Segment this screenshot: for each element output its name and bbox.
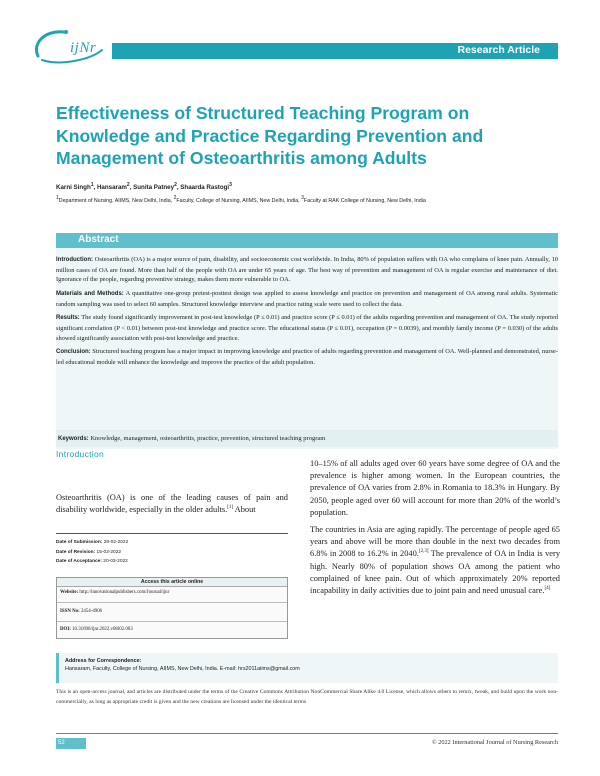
date-label: Date of Submission: bbox=[56, 540, 103, 545]
date-label: Date of Revision: bbox=[56, 549, 96, 555]
body-paragraph: 10–15% of all adults aged over 60 years have some degree of OA and the prevalence is higher among women. In the European countries, the prevalence of OA varies from 2.8% in Romania to 18.3% in Hungary. By 2050, people aged over 60 will account for more than 20% of the world’s population. bbox=[310, 459, 560, 517]
abstract-text: The study found significantly improvement in post-test knowledge (P ≤ 0.01) and practice score (P ≤ 0.01) of the adults regarding prevention and management of OA. The study reported significant correlation (P < 0.01) between post-test knowledge and practice score. The educational status (P ≤ 0.01), occupation (P = 0.0039), and monthly family income (P = 0.030) of the adults showed significantly association with post-test knowledge and practice. bbox=[56, 314, 558, 342]
date-value: 15-03-2022 bbox=[95, 549, 122, 555]
abstract-conclusion bbox=[56, 347, 558, 367]
affiliation-num: 1 bbox=[56, 195, 59, 202]
author-list: Karni Singh$^1$, Hansaram$^2$, Sunita Patney$^2$, Shaarda Rastogi$^3$ bbox=[56, 181, 232, 191]
copyright: © 2022 International Journal of Nursing Research bbox=[431, 739, 558, 746]
access-label: DOI: bbox=[60, 627, 71, 632]
body-text: The countries in Asia are aging rapidly. The percentage of people aged 65 years and above will be more than double in the next two decades from 6.8% in 2008 to 16.2% in 2040. bbox=[310, 525, 560, 559]
abstract-section-label: Conclusion: bbox=[56, 349, 91, 356]
author-name: Shaarda Rastogi bbox=[180, 184, 230, 191]
date-submission bbox=[56, 538, 288, 548]
citation-ref[interactable]: [1] bbox=[227, 505, 234, 511]
doi-link[interactable]: 10.31690/ijnr.2022.v08i02.003 bbox=[70, 627, 133, 632]
abstract-methods bbox=[56, 289, 558, 309]
author-aff: 2 bbox=[174, 181, 177, 188]
body-text: About bbox=[233, 505, 256, 515]
article-title: Effectiveness of Structured Teaching Program on Knowledge and Practice Regarding Prevention and Management of Osteoarthritis among Adults bbox=[56, 103, 484, 168]
citation-ref[interactable]: [4] bbox=[544, 586, 551, 592]
affiliation: Department of Nursing, AIIMS, New Delhi, India, bbox=[58, 198, 174, 204]
body-paragraph bbox=[310, 524, 560, 597]
author-aff: 3 bbox=[229, 181, 232, 188]
page-number: 52 bbox=[56, 738, 86, 749]
introduction-right-column bbox=[310, 458, 560, 602]
author-name: Karni Singh bbox=[56, 184, 91, 191]
abstract-section-label: Materials and Methods: bbox=[56, 290, 124, 297]
article-dates bbox=[56, 533, 288, 567]
date-value: 20-03-2022 bbox=[101, 559, 128, 565]
date-value: 28-02-2022 bbox=[102, 540, 129, 545]
author-name: Sunita Patney bbox=[133, 184, 175, 191]
abstract-heading-bar bbox=[56, 233, 558, 248]
abstract-body bbox=[56, 255, 558, 372]
author-aff: 2 bbox=[126, 181, 130, 188]
abstract-section-label: Results: bbox=[56, 315, 80, 322]
abstract-heading: Abstract bbox=[78, 234, 119, 245]
date-revision bbox=[56, 548, 288, 558]
access-label: Website: bbox=[60, 590, 79, 595]
divider bbox=[57, 621, 287, 622]
affiliation: Faculty, College of Nursing, AIIMS, New Delhi, India, bbox=[176, 198, 302, 204]
access-online-box bbox=[56, 577, 288, 639]
correspondence-text: Hansaram, Faculty, College of Nursing, AIIMS, New Delhi, India. E-mail: hrs2011aiims@gmail.com bbox=[65, 666, 300, 672]
keywords-text: Knowledge, management, osteoarthritis, practice, prevention, structured teaching program bbox=[88, 435, 326, 442]
abstract-text: Osteoarthritis (OA) is a major source of pain, disability, and socioeconomic cost worldwide. In India, 80% of population suffers with OA who complains of knee pain. Annually, 10 million cases of OA are found. More than half of the people with OA are under 65 years of age. The best way of prevention and management of OA is regular exercise and maintenance of diet. Ignorance of the people, regarding preventive strategy, makes them more vulnerable to OA. bbox=[56, 256, 558, 284]
affiliation-num: 2 bbox=[173, 195, 177, 202]
body-text: Osteoarthritis (OA) is one of the leading causes of pain and disability worldwide, especially in the older adults. bbox=[56, 493, 288, 515]
logo-swoosh-icon bbox=[30, 26, 108, 66]
abstract-section-label: Introduction: bbox=[56, 257, 93, 263]
author-aff: 1 bbox=[90, 181, 94, 188]
access-doi bbox=[60, 627, 133, 632]
affiliations bbox=[56, 195, 576, 204]
access-heading: Access this article online bbox=[57, 578, 287, 587]
journal-logo bbox=[30, 26, 108, 66]
divider bbox=[57, 602, 287, 603]
abstract-introduction bbox=[56, 255, 558, 285]
date-label: Date of Acceptance: bbox=[56, 559, 102, 565]
affiliation-num: 3 bbox=[301, 195, 304, 202]
keywords-label: Keywords: bbox=[58, 436, 89, 442]
date-acceptance bbox=[56, 557, 288, 567]
abstract-text: Structured teaching program has a major impact in improving knowledge and practice of adults regarding prevention and management of OA. Well-planned and demonstrated, nurse-led educational module will enhance the knowledge and improve the practice of the adult population. bbox=[56, 348, 558, 366]
access-label: ISSN No: bbox=[60, 609, 80, 614]
abstract-results bbox=[56, 313, 558, 343]
body-text: The prevalence of OA in India is very high. Nearly 80% of population shows OA among the patient who complained of knee pain. Out of which approximately 20% reported incapability in daily activities due to joint pain and need unusual care. bbox=[310, 549, 561, 596]
section-label: Research Article bbox=[457, 44, 540, 56]
keywords bbox=[56, 430, 558, 447]
access-website bbox=[60, 590, 169, 595]
affiliation: Faculty at RAK College of Nursing, New Delhi, India bbox=[303, 198, 426, 204]
access-issn bbox=[60, 609, 102, 614]
issn-value: 2454-4906 bbox=[79, 609, 103, 614]
website-link[interactable]: http://innovationalpublishers.com/Journal/ijnr bbox=[78, 590, 170, 595]
correspondence-label: Address for Correspondence: bbox=[65, 658, 142, 664]
correspondence-box bbox=[56, 653, 558, 683]
logo-text: ijNr bbox=[70, 40, 97, 56]
introduction-heading: Introduction bbox=[56, 449, 105, 459]
author-name: Hansaram bbox=[96, 184, 127, 191]
section-banner bbox=[112, 43, 558, 59]
introduction-left-text bbox=[56, 492, 288, 516]
abstract-text: A quantitative one-group pretest-posttest design was applied to assess knowledge and practice on prevention and management of OA among rural adults. Systematic random sampling was used to select 60 samples. Structured knowledge interview and practice rating scale were used to collect the data. bbox=[56, 289, 558, 308]
license-text: This is an open-access journal, and articles are distributed under the terms of the Creative Commons Attribution NonCommercial Share Alike 4.0 License, which allows others to remix, tweak, and build upon the work non-commercially, as long as appropriate credit is given and the new creations are licensed under the identical terms bbox=[56, 689, 558, 705]
page-footer bbox=[56, 733, 558, 749]
citation-ref[interactable]: [2,3] bbox=[418, 549, 429, 555]
